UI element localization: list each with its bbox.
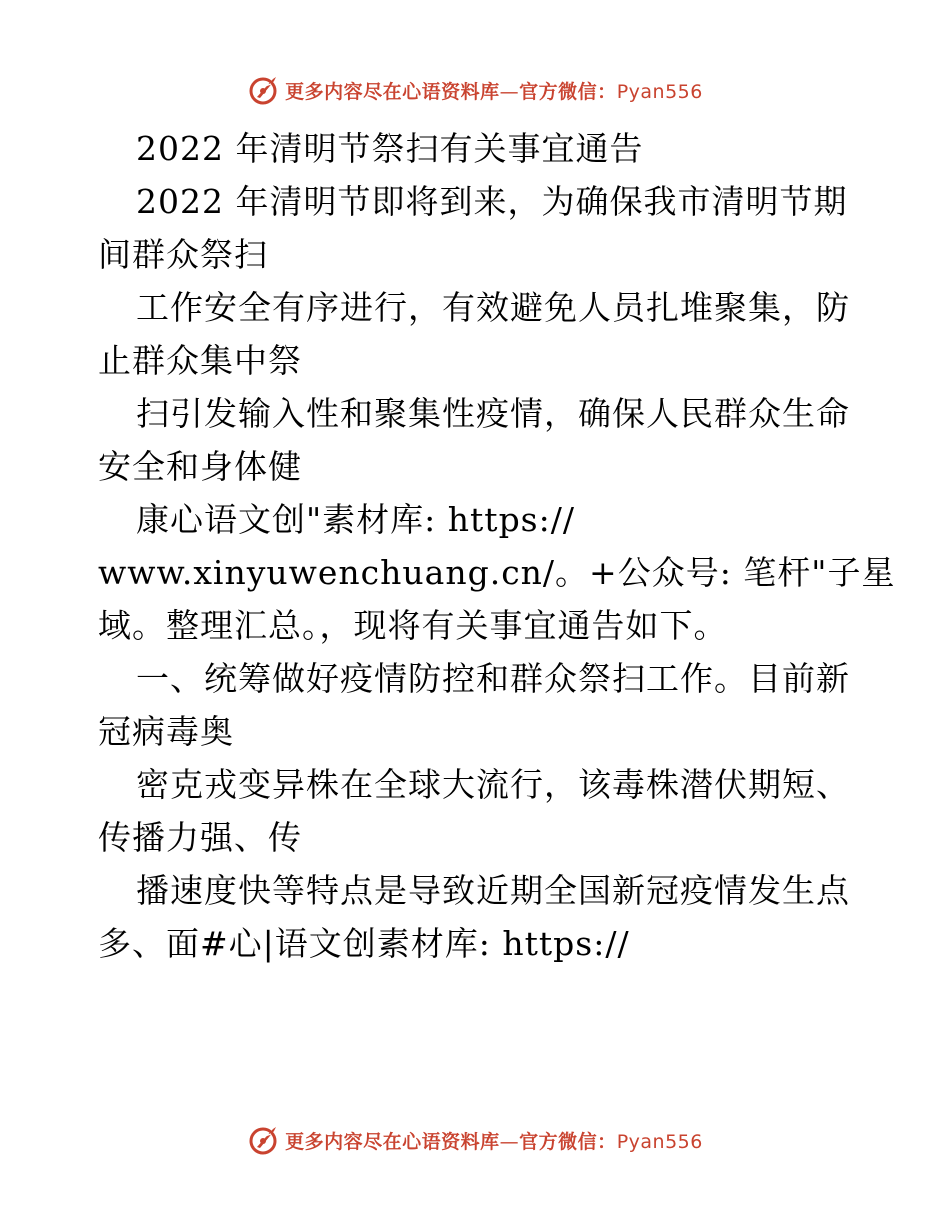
header-banner-text xyxy=(285,77,703,104)
paragraph-line: 冠病毒奥 xyxy=(98,712,234,751)
paragraph-line: 工作安全有序进行，有效避免人员扎堆聚集，防 xyxy=(136,288,850,327)
header-banner[interactable] xyxy=(0,70,950,110)
footer-banner[interactable] xyxy=(0,1120,950,1160)
feather-seal-icon xyxy=(247,73,281,107)
banner-separator: — xyxy=(499,1130,520,1153)
banner-separator: — xyxy=(499,80,520,103)
paragraph-line: 传播力强、传 xyxy=(98,818,302,857)
footer-banner-text xyxy=(285,1127,703,1154)
paragraph-line: 多、面#心|语文创素材库: https:// xyxy=(98,924,630,963)
banner-site-text: 更多内容尽在心语资料库 xyxy=(285,80,500,103)
banner-wechat-label: 官方微信： xyxy=(519,1130,617,1153)
paragraph-line: 安全和身体健 xyxy=(98,447,302,486)
document-body xyxy=(98,122,896,970)
banner-wechat-id: Pyan556 xyxy=(616,80,703,103)
banner-wechat-id: Pyan556 xyxy=(616,1130,703,1153)
paragraph-line: 密克戎变异株在全球大流行，该毒株潜伏期短、 xyxy=(136,765,850,804)
paragraph-line: 2022 年清明节即将到来，为确保我市清明节期 xyxy=(136,182,848,221)
banner-wechat-label: 官方微信： xyxy=(519,80,617,103)
paragraph-line: www.xinyuwenchuang.cn/。+公众号: 笔杆"子星 xyxy=(98,553,896,592)
banner-site-text: 更多内容尽在心语资料库 xyxy=(285,1130,500,1153)
feather-seal-icon xyxy=(247,1123,281,1157)
paragraph-line: 间群众祭扫 xyxy=(98,235,268,274)
paragraph-line: 一、统筹做好疫情防控和群众祭扫工作。目前新 xyxy=(136,659,850,698)
paragraph-line: 扫引发输入性和聚集性疫情，确保人民群众生命 xyxy=(136,394,850,433)
paragraph-line: 域。整理汇总。，现将有关事宜通告如下。 xyxy=(98,606,728,645)
document-title: 2022 年清明节祭扫有关事宜通告 xyxy=(136,129,644,168)
paragraph-line: 止群众集中祭 xyxy=(98,341,302,380)
paragraph-line: 康心语文创"素材库: https:// xyxy=(136,500,575,539)
paragraph-line: 播速度快等特点是导致近期全国新冠疫情发生点 xyxy=(136,871,850,910)
